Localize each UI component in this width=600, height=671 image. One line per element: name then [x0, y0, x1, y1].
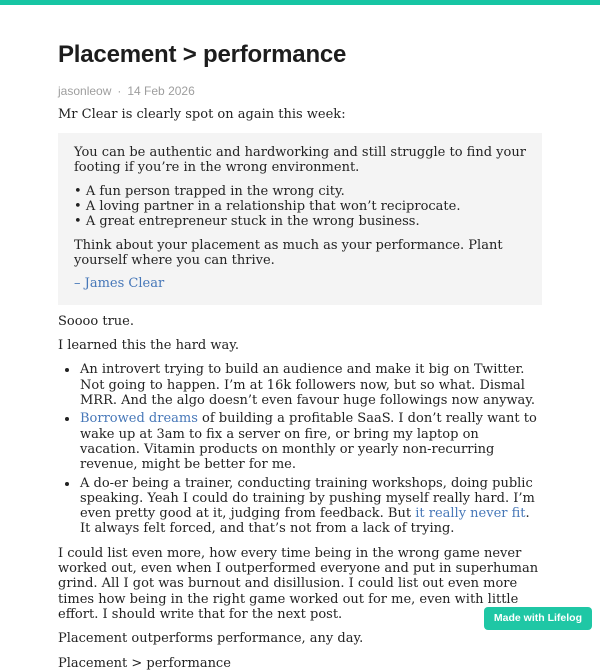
quote-paragraph: You can be authentic and hardworking and still struggle to find your footing if you’re in the wrong environment. — [74, 144, 526, 176]
james-clear-link[interactable]: – James Clear — [74, 276, 165, 292]
quote-list — [74, 184, 526, 230]
article-body — [58, 41, 542, 671]
quote-paragraph: Think about your placement as much as your performance. Plant yourself where you can thrive. — [74, 237, 503, 268]
list-item: • An introvert trying to build an audience and make it big on Twitter. Not going to happen. I’m at 16k followers now, but so what. Dismal MRR. And the algo doesn’t even favour huge followings now anyway. — [79, 362, 542, 408]
byline-separator: · — [117, 83, 122, 98]
borrowed-dreams-link[interactable]: Borrowed dreams — [80, 411, 198, 427]
made-with-lifelog-button[interactable]: Made with Lifelog — [484, 607, 592, 630]
paragraph-could-list-more: I could list even more, how every time being in the wrong game never worked out, even when I outperformed everyone and put in superhuman grind. All I got was burnout and disillusion. I could list out even more times how being in the right game worked out for me, even with little effort. I should write that for the next post. — [58, 545, 539, 623]
intro-paragraph: Mr Clear is clearly spot on again this week: — [58, 106, 346, 122]
byline — [58, 84, 542, 98]
quote-list-item: • A great entrepreneur stuck in the wrong business. — [74, 214, 526, 229]
quote-list-item: • A loving partner in a relationship that won’t reciprocate. — [74, 199, 526, 214]
author-name: jasonleow — [58, 83, 112, 98]
paragraph-final: Placement > performance — [58, 655, 231, 671]
page-title: Placement > performance — [58, 41, 347, 68]
blockquote — [58, 133, 542, 305]
list-item: • A do-er being a trainer, conducting training workshops, doing public speaking. Yeah I could do training by pushing myself really hard. I’m even pretty good at it, judging from feedback. But it really never fit. It always felt forced, and that’s not from a lack of trying. — [79, 476, 542, 537]
quote-list-item: • A fun person trapped in the wrong city. — [74, 184, 526, 199]
paragraph-soooo-true: Soooo true. — [58, 313, 134, 329]
top-accent-bar — [0, 0, 600, 5]
quote-attribution — [74, 276, 526, 291]
list-item: • Borrowed dreams of building a profitable SaaS. I don’t really want to wake up at 3am to fix a server on fire, or bring my laptop on vacation. Vitamin products on monthly or yearly non-recurring revenue, might be better for me. — [79, 411, 542, 472]
hard-way-list — [58, 362, 542, 537]
paragraph-outperforms: Placement outperforms performance, any day. — [58, 631, 364, 647]
paragraph-hard-way: I learned this the hard way. — [58, 337, 240, 353]
post-date: 14 Feb 2026 — [127, 83, 195, 98]
never-fit-link[interactable]: it really never fit — [415, 506, 526, 522]
